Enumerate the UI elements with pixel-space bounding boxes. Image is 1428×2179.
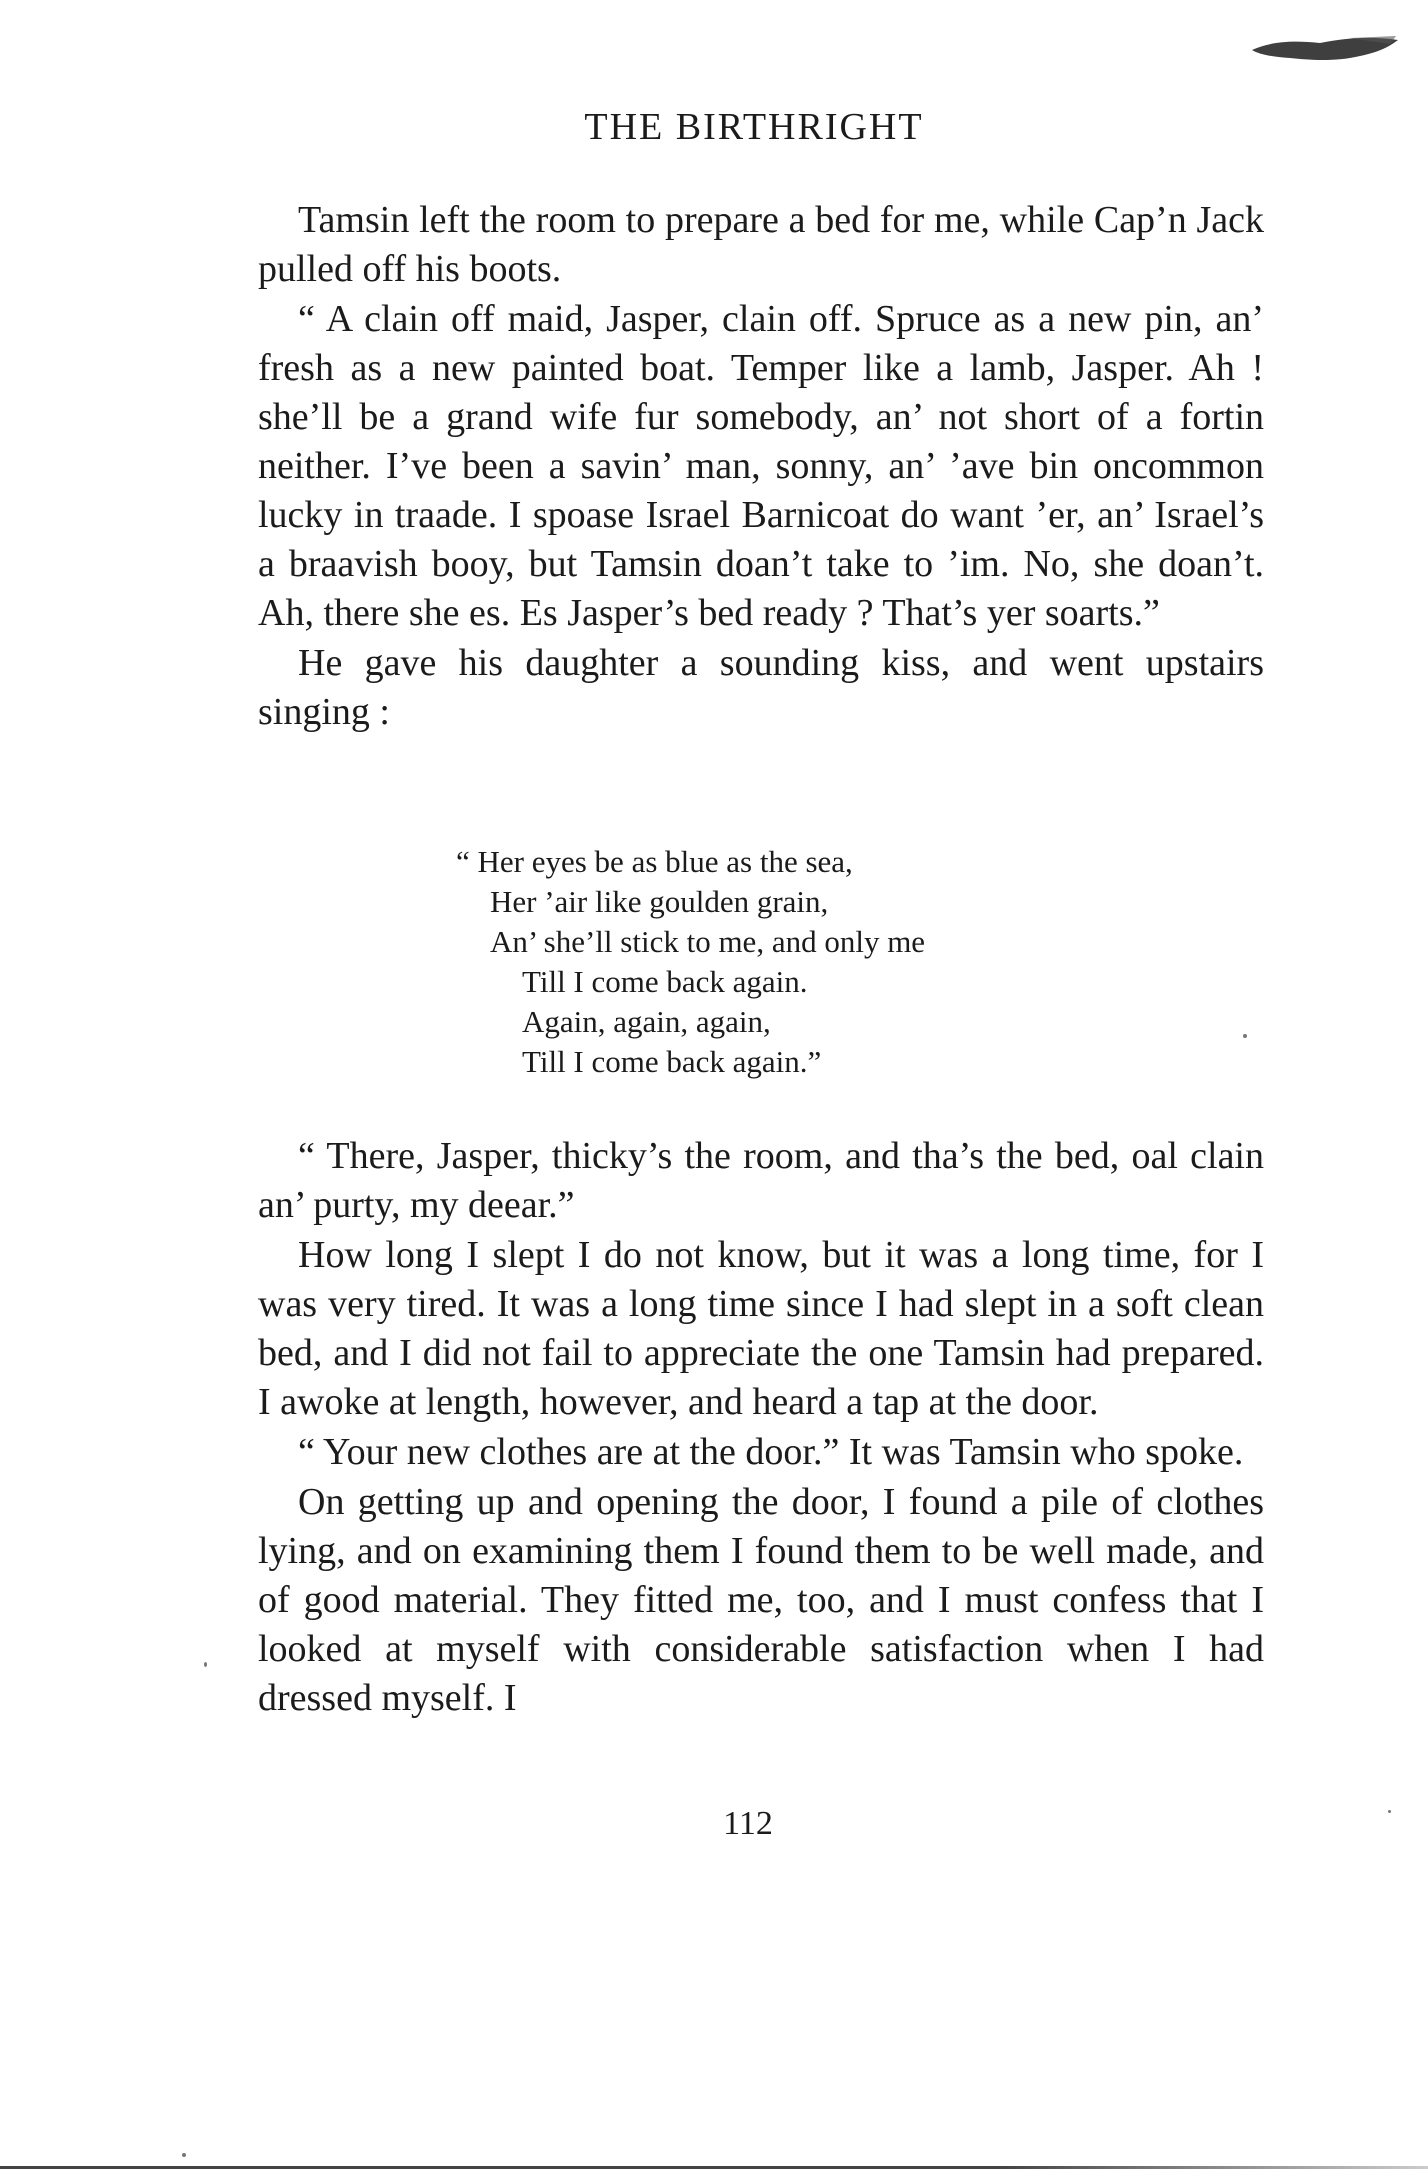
verse-line: Again, again, again, xyxy=(522,1004,771,1039)
verse-line: “ Her eyes be as blue as the sea, xyxy=(456,844,853,879)
verse-line: Till I come back again. xyxy=(522,964,808,999)
paragraph: “ There, Jasper, thicky’s the room, and tha’s the bed, oal clain an’ purty, my deear.” xyxy=(258,1135,1264,1226)
text-block-bottom xyxy=(258,1132,1264,1724)
paper-speck xyxy=(204,1662,207,1667)
running-head: THE BIRTHRIGHT xyxy=(584,106,924,148)
paragraph: “ A clain off maid, Jasper, clain off. Spruce as a new pin, an’ fresh as a new painted boat. Temper like a lamb, Jasper. Ah ! she’ll be a grand wife fur somebody, an’ not short of a fortin neither. I’ve been a savin’ man, sonny, an’ ’ave bin oncommon lucky in traade. I spoase Israel Barnicoat do want ’er, an’ Israel’s a braavish booy, but Tamsin doan’t take to ’im. No, she doan’t. Ah, there she es. Es Jasper’s bed ready ? That’s yer soarts.” xyxy=(258,298,1264,634)
paper-speck xyxy=(1388,1810,1391,1813)
paragraph: “ Your new clothes are at the door.” It was Tamsin who spoke. xyxy=(298,1431,1244,1473)
verse-line: An’ she’ll stick to me, and only me xyxy=(490,924,926,959)
text-block-top xyxy=(258,196,1264,738)
song-verse xyxy=(456,842,925,1082)
page-bottom-edge xyxy=(0,2166,1428,2169)
paragraph: He gave his daughter a sounding kiss, and went upstairs singing : xyxy=(258,642,1264,733)
paper-speck xyxy=(1243,1034,1247,1038)
paper-speck xyxy=(182,2153,186,2157)
paragraph: On getting up and opening the door, I found a pile of clothes lying, and on examining them I found them to be well made, and of good material. They fitted me, too, and I must confess that I looked at myself with considerable satisfaction when I had dressed myself. I xyxy=(258,1481,1264,1719)
verse-line: Her ’air like goulden grain, xyxy=(490,884,829,919)
paragraph: How long I slept I do not know, but it was a long time, for I was very tired. It was a long time since I had slept in a soft clean bed, and I did not fail to appreciate the one Tamsin had prepared. I awoke at length, however, and heard a tap at the door. xyxy=(258,1234,1264,1423)
paragraph: Tamsin left the room to prepare a bed for me, while Cap’n Jack pulled off his boots. xyxy=(258,199,1264,290)
page-number: 112 xyxy=(723,1805,773,1842)
verse-line: Till I come back again.” xyxy=(522,1044,822,1079)
ink-smudge xyxy=(1250,34,1400,66)
